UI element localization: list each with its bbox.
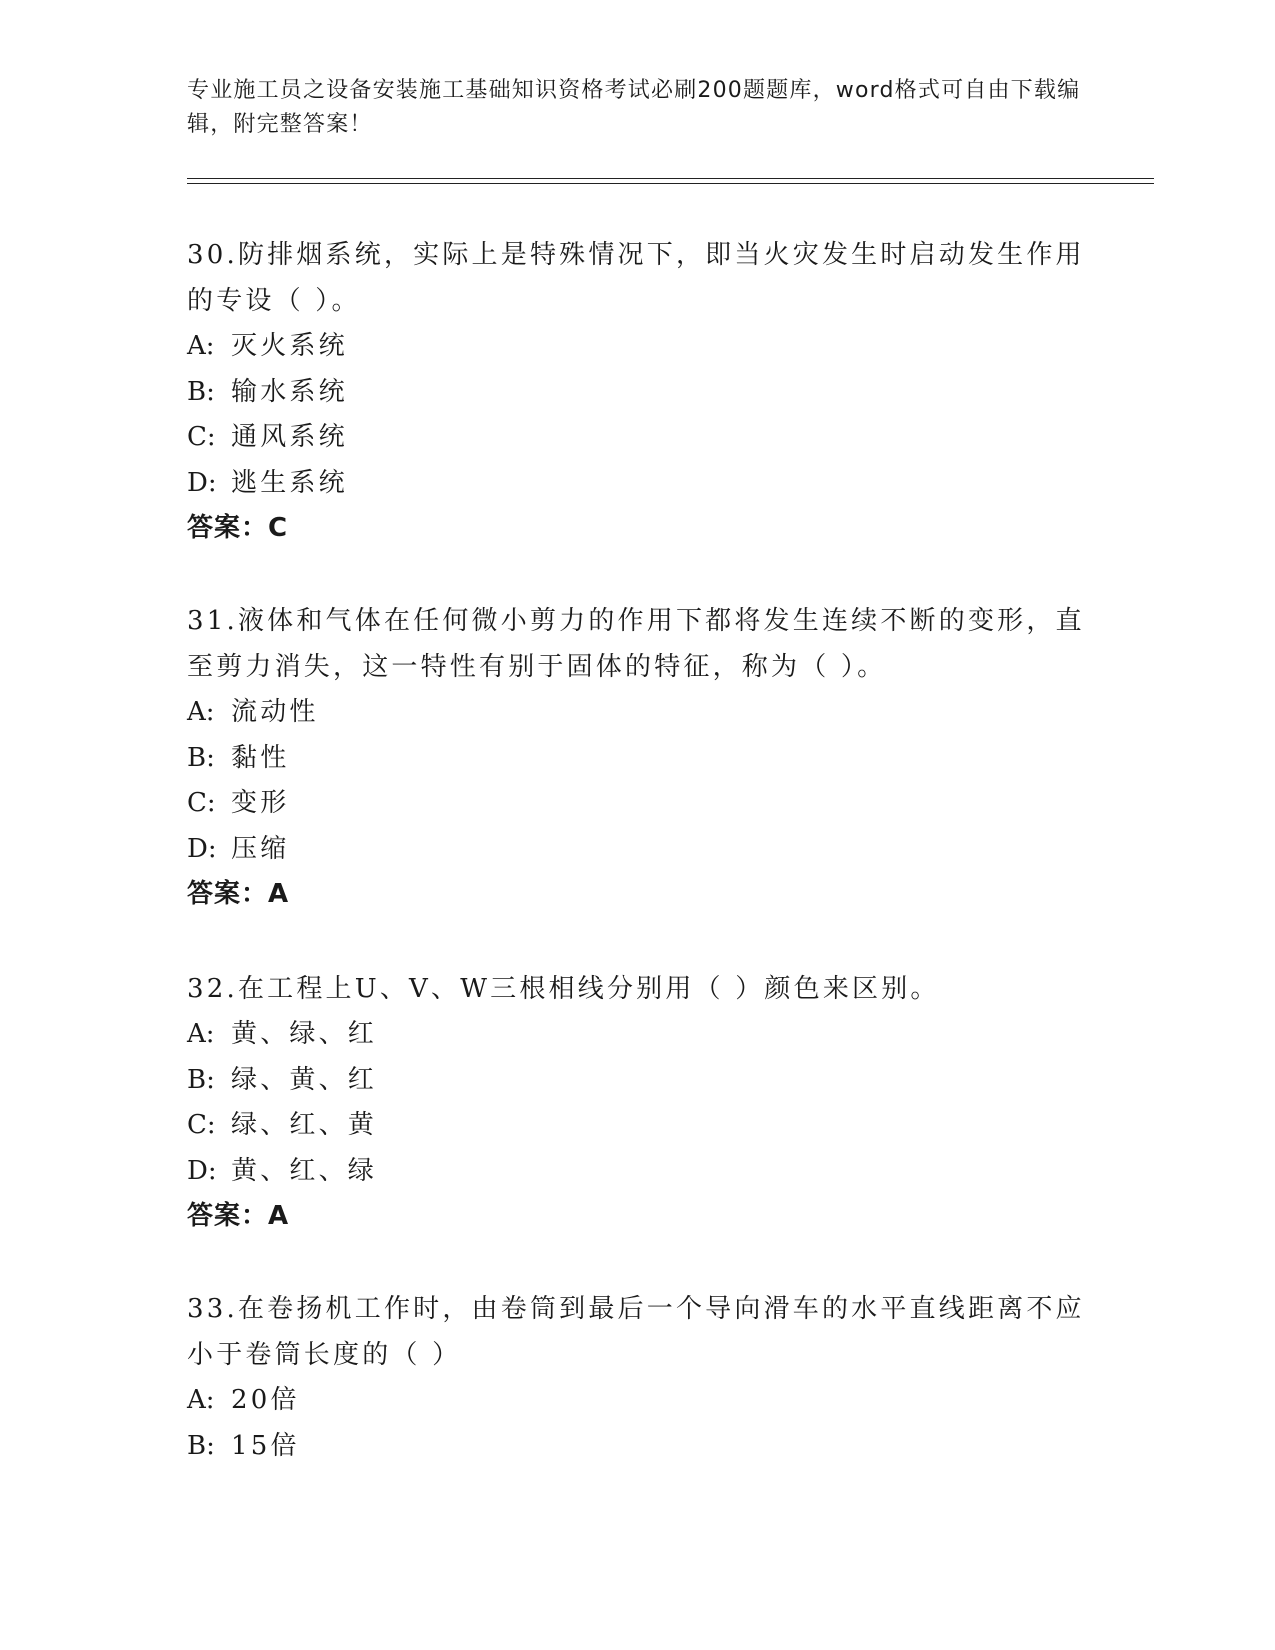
option-letter: C: — [187, 422, 216, 452]
option-text: 黄、红、绿 — [231, 1155, 378, 1186]
option-letter: D: — [187, 467, 217, 498]
question-30 — [187, 232, 1087, 552]
option-a — [187, 1378, 1087, 1424]
option-text: 黄、绿、红 — [231, 1019, 378, 1049]
question-stem: 33.在卷扬机工作时，由卷筒到最后一个导向滑车的水平直线距离不应小于卷筒长度的（ ） — [187, 1294, 1085, 1370]
answer-line: 答案：C — [187, 513, 289, 543]
option-text: 输水系统 — [231, 376, 348, 407]
option-text: 压缩 — [231, 833, 290, 864]
option-letter: A: — [187, 1385, 215, 1415]
answer-line: 答案：A — [187, 879, 290, 909]
option-text: 通风系统 — [231, 422, 348, 452]
header-divider-bottom — [187, 183, 1154, 184]
option-letter: A: — [187, 331, 215, 361]
option-text: 逃生系统 — [231, 467, 348, 498]
option-text: 20倍 — [231, 1385, 300, 1415]
option-letter: C: — [187, 788, 216, 818]
option-text: 变形 — [231, 788, 290, 818]
option-d — [187, 1149, 1087, 1195]
option-letter: B: — [187, 742, 215, 773]
option-text: 黏性 — [231, 742, 290, 773]
answer-line: 答案：A — [187, 1201, 290, 1231]
option-b — [187, 736, 1087, 782]
header-title: 专业施工员之设备安装施工基础知识资格考试必刷200题题库，word格式可自由下载编辑，附完整答案！ — [187, 78, 1081, 137]
option-letter: D: — [187, 833, 217, 864]
option-text: 绿、红、黄 — [231, 1110, 378, 1140]
question-32 — [187, 966, 1087, 1240]
option-letter: A: — [187, 1019, 215, 1049]
option-letter: A: — [187, 697, 215, 727]
option-letter: B: — [187, 1064, 215, 1095]
option-text: 绿、黄、红 — [231, 1064, 378, 1095]
question-stem: 30.防排烟系统，实际上是特殊情况下，即当火灾发生时启动发生作用的专设（ ）。 — [187, 240, 1085, 316]
option-c — [187, 415, 1087, 461]
option-c — [187, 1103, 1087, 1149]
option-b — [187, 1424, 1087, 1470]
option-text: 灭火系统 — [231, 331, 348, 361]
question-stem: 32.在工程上U、V、W三根相线分别用（ ）颜色来区别。 — [187, 974, 940, 1004]
option-letter: C: — [187, 1110, 216, 1140]
option-d — [187, 827, 1087, 873]
option-text: 15倍 — [231, 1430, 300, 1461]
option-a — [187, 1012, 1087, 1058]
option-b — [187, 370, 1087, 416]
option-letter: D: — [187, 1155, 217, 1186]
question-stem: 31.液体和气体在任何微小剪力的作用下都将发生连续不断的变形，直至剪力消失，这一特性有别于固体的特征，称为（ ）。 — [187, 606, 1085, 682]
option-text: 流动性 — [231, 697, 319, 727]
header-divider-top — [187, 178, 1154, 179]
option-b — [187, 1058, 1087, 1104]
option-a — [187, 690, 1087, 736]
document-header — [187, 74, 1087, 142]
option-letter: B: — [187, 1430, 215, 1461]
option-letter: B: — [187, 376, 215, 407]
option-d — [187, 461, 1087, 507]
option-c — [187, 781, 1087, 827]
question-33 — [187, 1286, 1087, 1469]
option-a — [187, 324, 1087, 370]
question-31 — [187, 598, 1087, 918]
